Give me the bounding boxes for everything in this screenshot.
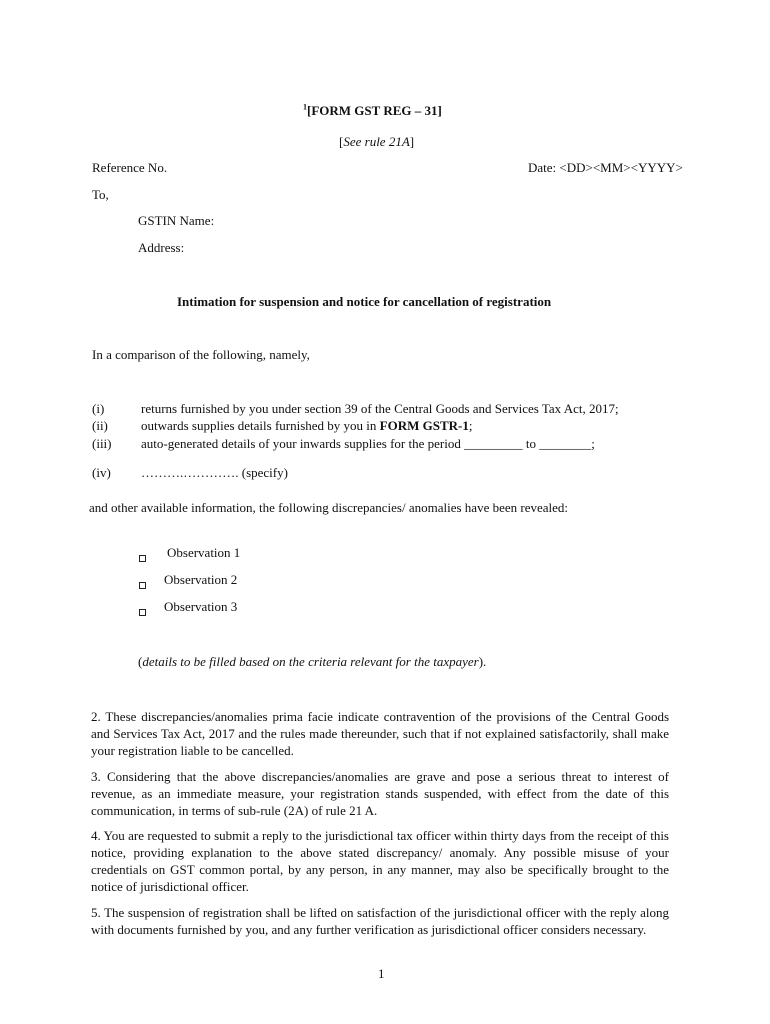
address-label: Address: [138,240,185,255]
paragraph-4: 4. You are requested to submit a reply to the jurisdictional tax officer within thirty days from the receipt of this notice, providing explanation to the above stated discrepancy/ anomaly. Any possible misuse of your credentials on GST common portal, by any person, in any manner, may also be specifically brought to the notice of jurisdictional officer. [91,828,669,894]
list-marker: (iv) [92,465,111,480]
paragraph-3: 3. Considering that the above discrepancies/anomalies are grave and pose a serious threat to interest of revenue, as an immediate measure, your registration stands suspended, with effect from the date of this communication, in terms of sub-rule (2A) of rule 21 A. [91,769,669,818]
list-item-text-after: ; [468,418,473,433]
list-item-text: returns furnished by you under section 39 of the Central Goods and Services Tax Act, 2017; [141,401,619,416]
paragraph-2: 2. These discrepancies/anomalies prima facie indicate contravention of the provisions of the Central Goods and Services Tax Act, 2017 and the rules made thereunder, such that if not explained satisfactorily, shall make your registration liable to be cancelled. [91,709,669,758]
list-marker: (ii) [92,418,108,433]
list-item-text [141,418,473,434]
list-item-text: auto-generated details of your inwards supplies for the period _________ to ________; [141,436,595,451]
subject-heading: Intimation for suspension and notice for cancellation of registration [177,294,552,309]
checkbox-icon [139,576,146,594]
rule-text: See rule 21A [343,134,410,149]
checkbox-icon [139,603,146,621]
intro-text: In a comparison of the following, namely, [92,347,310,362]
details-note-open: ( [138,654,143,669]
gstin-name-label: GSTIN Name: [138,213,215,228]
reference-label: Reference No. [92,160,168,175]
details-note-close: ). [478,654,487,669]
form-title [303,103,442,119]
details-note [138,654,486,670]
footnote-mark: 1 [303,102,307,112]
observation-item: Observation 3 [164,599,238,614]
list-item-text-before: outwards supplies details furnished by you in [141,418,380,433]
paragraph-5: 5. The suspension of registration shall be lifted on satisfaction of the jurisdictional officer with the reply along with documents furnished by you, and any further verification as jurisdictional officer considers necessary. [91,905,669,937]
rule-bracket-close: ] [409,134,415,149]
conclusion-text: and other available information, the following discrepancies/ anomalies have been revealed: [89,500,569,515]
rule-bracket-open: [ [339,134,344,149]
list-marker: (i) [92,401,105,416]
details-note-italic: details to be filled based on the criteria relevant for the taxpayer [142,654,479,669]
list-marker: (iii) [92,436,112,451]
date-label: Date: <DD><MM><YYYY> [528,160,683,175]
observation-item: Observation 2 [164,572,238,587]
form-title-text: [FORM GST REG – 31] [307,103,442,118]
form-gstr1-label: FORM GSTR-1 [379,418,469,433]
to-label: To, [92,187,109,202]
observation-item: Observation 1 [167,545,241,560]
checkbox-icon [139,549,146,567]
page-number: 1 [378,966,385,981]
rule-reference [339,134,414,150]
list-item-text: ……….…………. (specify) [141,465,288,480]
